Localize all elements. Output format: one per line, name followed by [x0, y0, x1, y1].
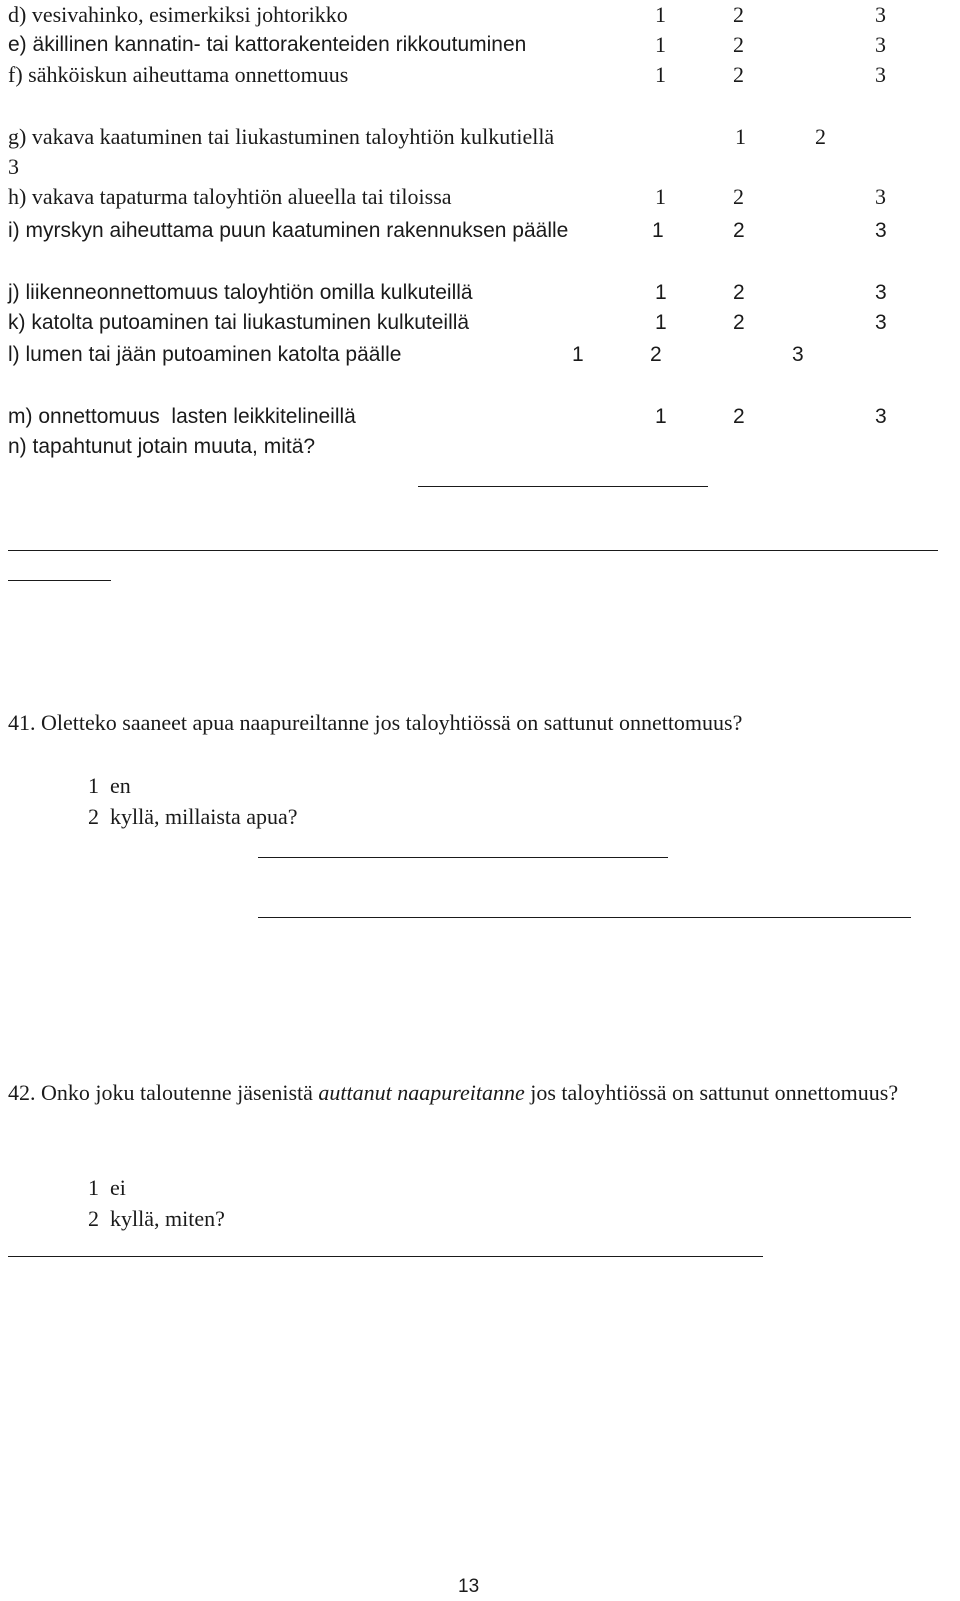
item-n	[8, 434, 315, 460]
item-text: lumen tai jään putoaminen katolta päälle	[25, 343, 402, 366]
question-emphasis: auttanut naapureitanne	[318, 1080, 525, 1105]
option-2[interactable]: 2	[733, 184, 744, 209]
item-text: äkillinen kannatin- tai kattorakenteiden rikkoutuminen	[32, 33, 527, 56]
option-1[interactable]: 1	[655, 405, 667, 428]
option-2[interactable]: 2	[733, 311, 745, 334]
option-text: kyllä, millaista apua?	[110, 804, 298, 829]
item-label: e)	[8, 33, 27, 56]
option-1[interactable]: 1	[572, 343, 584, 366]
item-text: myrskyn aiheuttama puun kaatuminen rakennuksen päälle	[25, 219, 569, 242]
option-2[interactable]: 2	[733, 32, 744, 57]
item-text: sähköiskun aiheuttama onnettomuus	[28, 62, 349, 87]
question-number: 41.	[8, 710, 36, 735]
item-label: d)	[8, 2, 27, 27]
item-l	[8, 342, 401, 368]
option-3[interactable]: 3	[875, 219, 887, 242]
option-number: 2	[88, 1206, 99, 1231]
page-number: 13	[458, 1576, 480, 1597]
q42-option-2[interactable]	[88, 1206, 225, 1232]
option-1[interactable]: 1	[735, 124, 746, 149]
option-2[interactable]: 2	[733, 62, 744, 87]
option-3[interactable]: 3	[875, 2, 886, 27]
item-text: vakava kaatuminen tai liukastuminen taloyhtiön kulkutiellä	[31, 124, 555, 149]
question-text: Onko joku taloutenne jäsenistä	[41, 1080, 313, 1105]
option-2[interactable]: 2	[733, 219, 745, 242]
option-3[interactable]: 3	[875, 62, 886, 87]
item-text: katolta putoaminen tai liukastuminen kulkuteillä	[31, 311, 470, 334]
answer-line[interactable]	[8, 1256, 763, 1257]
q41-option-1[interactable]	[88, 773, 131, 799]
question-text: Oletteko saaneet apua naapureiltanne jos taloyhtiössä on sattunut onnettomuus?	[41, 710, 743, 735]
item-f	[8, 62, 348, 88]
item-label: i)	[8, 219, 20, 242]
item-j	[8, 280, 473, 306]
option-2[interactable]: 2	[650, 343, 662, 366]
option-text: ei	[110, 1175, 126, 1200]
item-label: n)	[8, 435, 27, 458]
option-number: 1	[88, 1175, 99, 1200]
option-1[interactable]: 1	[655, 311, 667, 334]
option-number: 2	[88, 804, 99, 829]
option-text: kyllä, miten?	[110, 1206, 225, 1231]
answer-line[interactable]	[418, 486, 708, 487]
item-i	[8, 218, 568, 244]
option-1[interactable]: 1	[655, 281, 667, 304]
answer-line[interactable]	[8, 580, 111, 581]
option-3[interactable]: 3	[875, 405, 887, 428]
item-k	[8, 310, 469, 336]
option-1[interactable]: 1	[655, 62, 666, 87]
option-2[interactable]: 2	[733, 281, 745, 304]
item-m	[8, 404, 356, 430]
question-number: 42.	[8, 1080, 36, 1105]
item-text: tapahtunut jotain muuta, mitä?	[32, 435, 316, 458]
option-3[interactable]: 3	[875, 311, 887, 334]
option-1[interactable]: 1	[652, 219, 664, 242]
option-1[interactable]: 1	[655, 2, 666, 27]
item-text: liikenneonnettomuus taloyhtiön omilla kulkuteillä	[25, 281, 473, 304]
item-text: onnettomuus lasten leikkitelineillä	[38, 405, 356, 428]
option-number: 1	[88, 773, 99, 798]
answer-line[interactable]	[258, 917, 911, 918]
item-label: k)	[8, 311, 26, 334]
q42-option-1[interactable]	[88, 1175, 126, 1201]
option-3[interactable]: 3	[875, 281, 887, 304]
item-h	[8, 184, 452, 210]
item-label: j)	[8, 281, 20, 304]
item-g	[8, 124, 554, 150]
q41-option-2[interactable]	[88, 804, 298, 830]
item-d	[8, 2, 348, 28]
item-label: h)	[8, 184, 27, 209]
option-3[interactable]: 3	[875, 32, 886, 57]
option-3[interactable]: 3	[8, 154, 19, 179]
item-label: f)	[8, 62, 23, 87]
question-41	[8, 708, 953, 738]
option-1[interactable]: 1	[655, 32, 666, 57]
question-text-cont: jos taloyhtiössä on sattunut onnettomuus?	[530, 1080, 899, 1105]
answer-line[interactable]	[8, 550, 938, 551]
item-text: vakava tapaturma taloyhtiön alueella tai tiloissa	[31, 184, 452, 209]
item-label: g)	[8, 124, 27, 149]
option-text: en	[110, 773, 131, 798]
item-label: m)	[8, 405, 33, 428]
item-text: vesivahinko, esimerkiksi johtorikko	[31, 2, 348, 27]
option-2[interactable]: 2	[733, 2, 744, 27]
answer-line[interactable]	[258, 857, 668, 858]
option-2[interactable]: 2	[733, 405, 745, 428]
option-2[interactable]: 2	[815, 124, 826, 149]
option-3[interactable]: 3	[792, 343, 804, 366]
option-3[interactable]: 3	[875, 184, 886, 209]
option-1[interactable]: 1	[655, 184, 666, 209]
item-label: l)	[8, 343, 20, 366]
question-42	[8, 1078, 953, 1108]
item-e	[8, 32, 526, 58]
